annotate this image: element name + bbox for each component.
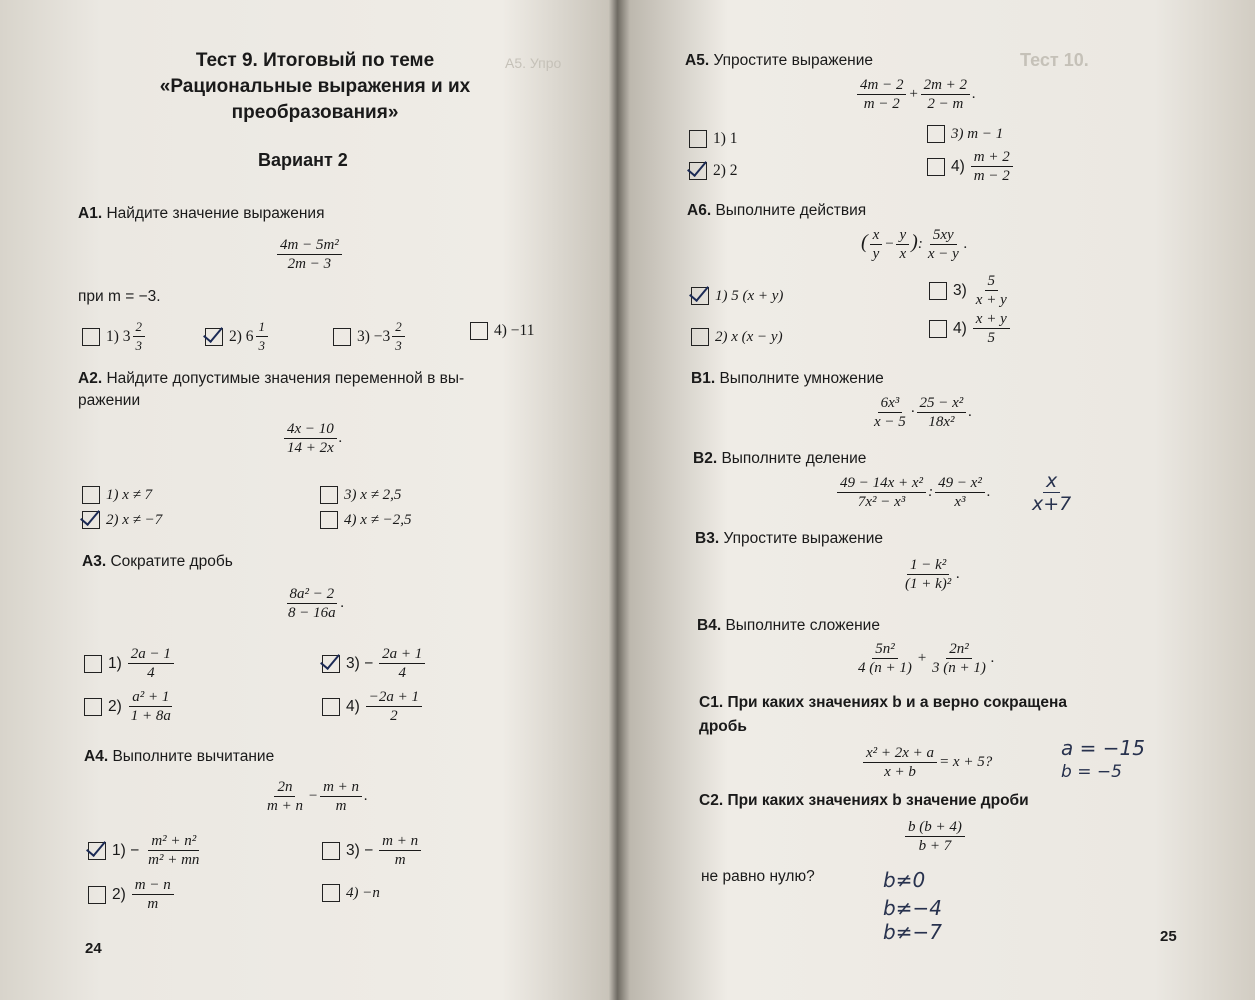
a6-option-1[interactable]: 1) 5 (x + y) xyxy=(691,287,783,305)
c1-handwritten-answer-b: b = −5 xyxy=(1061,762,1122,782)
question-text: Выполните действия xyxy=(715,202,867,219)
a5-option-1[interactable]: 1) 1 xyxy=(689,130,738,148)
checkbox[interactable] xyxy=(84,698,102,716)
question-label: А2. xyxy=(78,370,103,387)
frac-den: 2m − 3 xyxy=(287,256,332,272)
question-c2-cont: не равно нулю? xyxy=(701,868,815,885)
question-b2 xyxy=(693,450,866,468)
checkbox[interactable] xyxy=(929,320,947,338)
question-text: Сократите дробь xyxy=(110,553,233,570)
checkbox[interactable] xyxy=(470,322,488,340)
question-label: А6. xyxy=(687,202,712,219)
b1-expression: $\frac{\text{6x³}}{x - 5}$ · $\frac{\text{25 − x²}}{\text{18x²}}$ . xyxy=(874,395,973,430)
page-number-left: 24 xyxy=(85,940,102,957)
question-c2 xyxy=(699,792,1029,810)
checkbox[interactable] xyxy=(82,328,100,346)
a1-option-4[interactable]: 4) −11 xyxy=(470,322,534,340)
checkbox[interactable] xyxy=(320,511,338,529)
a4-option-3[interactable]: 3) − $\frac{m + n}{m}$ xyxy=(322,832,423,869)
checkbox[interactable] xyxy=(84,655,102,673)
question-label: С1. xyxy=(699,694,724,711)
question-label: А1. xyxy=(78,205,103,222)
checkbox[interactable] xyxy=(691,328,709,346)
question-text: При каких значениях b и a верно сокращена xyxy=(727,694,1067,711)
question-a4 xyxy=(84,748,274,766)
a4-option-1[interactable]: 1) − $\frac{\text{m² + n²}}{\text{m² + mn}}$ xyxy=(88,832,204,869)
question-a3 xyxy=(82,553,233,571)
checkbox[interactable] xyxy=(927,125,945,143)
bleed-through-text: А5. Упро xyxy=(505,55,562,71)
a2-option-4[interactable]: 4) x ≠ −2,5 xyxy=(320,511,412,529)
a3-option-3[interactable]: 3) − $\frac{2a + 1}{4}$ xyxy=(322,645,427,682)
question-c1 xyxy=(699,694,1067,712)
question-b1 xyxy=(691,370,884,388)
a4-option-2[interactable]: 2) $\frac{m - n}{m}$ xyxy=(88,876,176,913)
a1-expression xyxy=(275,236,344,273)
a2-option-3[interactable]: 3) x ≠ 2,5 xyxy=(320,486,401,504)
a3-expression: $\frac{\text{8a² − 2}}{8 - 16a}$ . xyxy=(288,586,345,621)
a2-option-2[interactable]: 2) x ≠ −7 xyxy=(82,511,162,529)
checkbox[interactable] xyxy=(333,328,351,346)
checkbox[interactable] xyxy=(322,698,340,716)
checked-checkbox[interactable] xyxy=(689,162,707,180)
a1-option-3[interactable]: 3) −3 $\frac{2}{3}$ xyxy=(333,318,407,355)
checkbox[interactable] xyxy=(689,130,707,148)
question-label: В3. xyxy=(695,530,720,547)
a5-option-2[interactable]: 2) 2 xyxy=(689,162,738,180)
c2-handwritten-answer-2: b≠−4 xyxy=(883,896,942,920)
a6-option-2[interactable]: 2) x (x − y) xyxy=(691,328,783,346)
checked-checkbox[interactable] xyxy=(205,328,223,346)
a4-expression: $\frac{2n}{m + n}$ − $\frac{m + n}{m}$ . xyxy=(267,779,368,814)
checkbox[interactable] xyxy=(322,884,340,902)
question-a1 xyxy=(78,205,324,223)
frac-num: 4m − 5m² xyxy=(277,236,342,255)
a2-option-1[interactable]: 1) x ≠ 7 xyxy=(82,486,152,504)
a1-condition: при m = −3. xyxy=(78,288,161,305)
test-title-line1: Тест 9. Итоговый по теме xyxy=(195,50,435,71)
question-label: С2. xyxy=(699,792,724,809)
c2-handwritten-answer-3: b≠−7 xyxy=(883,920,942,944)
c2-handwritten-answer-1: b≠0 xyxy=(883,868,926,892)
c1-expression: $\frac{\text{x² + 2x + a}}{x + b}$ = x + 5? xyxy=(861,744,992,781)
question-a6 xyxy=(687,202,866,220)
test-title-line3: преобразования» xyxy=(231,102,399,123)
checkbox[interactable] xyxy=(88,886,106,904)
b2-expression: $\frac{\text{49 − 14x + x²}}{\text{7x² − x³}}$ : $\frac{\text{49 − x²}}{\text{x³}}$ . xyxy=(835,474,991,511)
a2-expression: $\frac{4x - 10}{14 + 2x}$ . xyxy=(282,420,343,457)
question-text: Выполните сложение xyxy=(725,617,880,634)
question-a5 xyxy=(685,52,873,70)
a5-option-3[interactable]: 3) m − 1 xyxy=(927,125,1003,143)
question-label: А3. xyxy=(82,553,107,570)
checked-checkbox[interactable] xyxy=(88,842,106,860)
question-a2 xyxy=(78,370,464,388)
checked-checkbox[interactable] xyxy=(322,655,340,673)
question-b4 xyxy=(697,617,880,635)
a1-option-1[interactable]: 1) 3 $\frac{2}{3}$ xyxy=(82,318,147,355)
b2-handwritten-answer: $\frac{x}{x+7}$ xyxy=(1032,470,1072,515)
a3-option-2[interactable]: 2) $\frac{\text{a² + 1}}{1 + 8a}$ xyxy=(84,688,176,725)
a1-option-2[interactable]: 2) 6 $\frac{1}{3}$ xyxy=(205,318,270,355)
a3-option-4[interactable]: 4) $\frac{-2a + 1}{2}$ xyxy=(322,688,424,725)
question-label: В2. xyxy=(693,450,718,467)
question-label: В4. xyxy=(697,617,722,634)
bleed-through-text: Тест 10. xyxy=(1020,50,1089,70)
checkbox[interactable] xyxy=(929,282,947,300)
question-text: Найдите значение выражения xyxy=(106,205,325,222)
question-text: Выполните вычитание xyxy=(112,748,275,765)
b4-expression: $\frac{\text{5n²}}{4 (n + 1)}$ + $\frac{\text{2n²}}{3 (n + 1)}$ . xyxy=(858,641,995,676)
c1-handwritten-answer-a: a = −15 xyxy=(1061,736,1145,760)
checked-checkbox[interactable] xyxy=(691,287,709,305)
checkbox[interactable] xyxy=(320,486,338,504)
right-page xyxy=(625,0,1255,1000)
question-text: Выполните деление xyxy=(721,450,867,467)
question-label: В1. xyxy=(691,370,716,387)
c2-expression: $\frac{b (b + 4)}{b + 7}$ xyxy=(903,818,967,855)
question-text: Упростите выражение xyxy=(713,52,874,69)
question-label: А5. xyxy=(685,52,710,69)
checkbox[interactable] xyxy=(322,842,340,860)
checkbox[interactable] xyxy=(927,158,945,176)
b3-expression: $\frac{\text{1 − k²}}{\text{(1 + k)²}}$ . xyxy=(905,557,961,592)
test-title-line2: «Рациональные выражения и их xyxy=(159,76,471,97)
left-page xyxy=(0,0,610,1000)
a3-option-1[interactable]: 1) $\frac{2a - 1}{4}$ xyxy=(84,645,176,682)
question-text: При каких значениях b значение дроби xyxy=(727,792,1029,809)
question-label: А4. xyxy=(84,748,109,765)
checkbox[interactable] xyxy=(82,486,100,504)
a6-option-4[interactable]: 4) $\frac{x + y}{5}$ xyxy=(929,310,1012,347)
question-a2-cont: ражении xyxy=(78,392,141,409)
variant-heading: Вариант 2 xyxy=(258,150,348,170)
a5-option-4[interactable]: 4) $\frac{m + 2}{m - 2}$ xyxy=(927,148,1015,185)
page-number-right: 25 xyxy=(1160,928,1177,945)
a5-expression: $\frac{4m - 2}{m - 2}$ + $\frac{2m + 2}{2 - m}$ . xyxy=(855,76,976,113)
a6-option-3[interactable]: 3) $\frac{5}{x + y}$ xyxy=(929,272,1012,309)
question-text: Выполните умножение xyxy=(719,370,884,387)
a6-expression: ( $\frac{x}{y}$ − $\frac{y}{x}$ ): $\frac{5xy}{x - y}$ . xyxy=(861,227,968,262)
question-text: Упростите выражение xyxy=(723,530,884,547)
question-text: Найдите допустимые значения переменной в вы- xyxy=(106,370,465,387)
a4-option-4[interactable]: 4) −n xyxy=(322,884,380,902)
question-c1-cont: дробь xyxy=(699,718,747,735)
question-b3 xyxy=(695,530,883,548)
checked-checkbox[interactable] xyxy=(82,511,100,529)
